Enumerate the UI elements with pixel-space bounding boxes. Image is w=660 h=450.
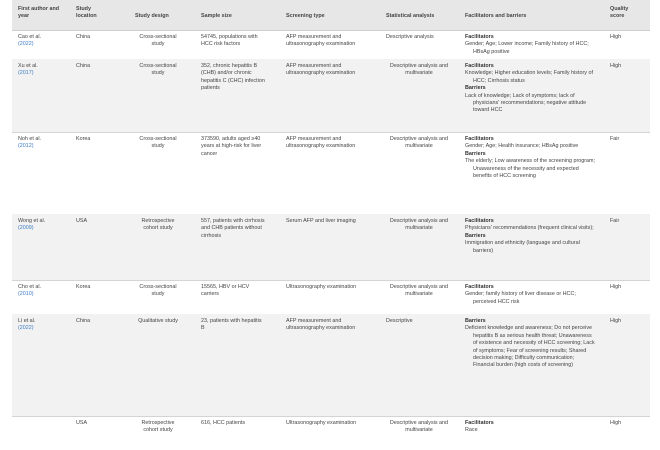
author-cell: [18, 318, 58, 333]
factors-cell: [465, 136, 597, 180]
table-row: [12, 314, 650, 417]
location-cell: USA: [76, 218, 88, 224]
author-cell: [18, 218, 58, 233]
barriers-label: Barriers: [465, 150, 486, 157]
table-row: [12, 280, 650, 315]
author-cell: [18, 34, 58, 49]
author-name: Noh et al.: [18, 136, 42, 142]
facilitators-text: Gender; Age; Health insurance; HBsAg positive: [465, 143, 579, 150]
table-row: [12, 132, 650, 215]
author-cell: [18, 63, 58, 78]
screening-cell: Ultrasonography examination: [286, 420, 357, 426]
sample-cell: 54745, populations with HCC risk factors: [201, 34, 258, 48]
quality-cell: Fair: [610, 218, 620, 224]
stats-cell: Descriptive analysis and multivariate: [389, 218, 449, 232]
barriers-text: Deficient knowledge and awareness; Do not perceive hepatitis B as serious health threat; Unawareness of existence and necessity of HCC screening; Lack of symptoms; Fear of screening results; Shared decision making; Difficulty communication; Financial burden (high costs of screening): [465, 325, 595, 369]
quality-cell: High: [610, 34, 622, 40]
barriers-label: Barriers: [465, 318, 486, 324]
facilitators-text: Gender; Age; Lower income; Family history of HCC; HBsAg positive: [465, 41, 589, 55]
author-name: Xu et al.: [18, 63, 38, 69]
facilitators-label: Facilitators: [465, 63, 494, 69]
screening-cell: AFP measurement and ultrasonography examination: [286, 318, 356, 332]
barriers-label: Barriers: [465, 232, 486, 239]
facilitators-label: Facilitators: [465, 218, 494, 224]
quality-cell: High: [610, 63, 622, 69]
design-cell: Cross-sectional study: [139, 63, 177, 77]
table-row: [12, 416, 650, 450]
author-name: Li et al.: [18, 318, 36, 324]
design-cell: Cross-sectional study: [139, 136, 177, 150]
sample-cell: 15565, HBV or HCV carriers: [201, 284, 250, 298]
author-year: (2017): [18, 70, 34, 77]
stats-cell: Descriptive analysis and multivariate: [389, 63, 449, 77]
quality-cell: High: [610, 318, 622, 324]
design-cell: Qualitative study: [138, 318, 178, 324]
design-cell: Cross-sectional study: [139, 34, 177, 48]
stats-cell: Descriptive analysis and multivariate: [389, 136, 449, 150]
location-cell: Korea: [76, 136, 91, 142]
author-name: Cho et al.: [18, 284, 42, 290]
header-author: First author and year: [18, 6, 60, 19]
facilitators-text: Gender; family history of liver disease or HCC; perceived HCC risk: [465, 291, 576, 305]
barriers-text: Lack of knowledge; Lack of symptoms; lack of physicians' recommendations; negative attitude toward HCC: [465, 92, 587, 114]
sample-cell: 23, patients with hepatitis B: [201, 318, 262, 332]
sample-cell: 352, chronic hepatitis B (CHB) and/or chronic hepatitis C (CHC) infection patients: [201, 63, 265, 92]
header-sample: Sample size: [201, 13, 232, 19]
barriers-text: The elderly; Low awareness of the screening program; Unawareness of the necessity and expected benefits of HCC screening: [465, 158, 596, 180]
location-cell: USA: [76, 420, 88, 426]
author-cell: [18, 136, 58, 151]
author-year: (2022): [18, 325, 34, 332]
facilitators-text: Physicians' recommendations (frequent clinical visits);: [465, 225, 594, 232]
header-location: Study location: [76, 6, 97, 19]
facilitators-label: Facilitators: [465, 284, 494, 290]
design-cell: Retrospective cohort study: [141, 420, 175, 434]
author-year: (2010): [18, 291, 34, 298]
facilitators-label: Facilitators: [465, 34, 494, 40]
factors-cell: [465, 420, 597, 435]
sample-cell: 557, patients with cirrhosis and CHB patients without cirrhosis: [201, 218, 265, 239]
design-cell: Retrospective cohort study: [141, 218, 175, 232]
quality-cell: High: [610, 420, 622, 426]
location-cell: China: [76, 34, 91, 40]
sample-cell: 616, HCC patients: [201, 420, 246, 426]
table-header: [12, 0, 650, 31]
quality-cell: Fair: [610, 136, 620, 142]
header-screening: Screening type: [286, 13, 325, 19]
sample-cell: 373590, adults aged ≥40 years at high-risk for liver cancer: [201, 136, 262, 157]
location-cell: Korea: [76, 284, 91, 290]
author-name: Cao et al.: [18, 34, 42, 40]
barriers-label: Barriers: [465, 85, 486, 92]
screening-cell: AFP measurement and ultrasonography examination: [286, 34, 356, 48]
table-row: [12, 59, 650, 133]
author-name: Wong et al.: [18, 218, 46, 224]
stats-cell: Descriptive: [386, 318, 413, 324]
table-row: [12, 214, 650, 281]
author-year: (2022): [18, 41, 34, 48]
location-cell: China: [76, 318, 91, 324]
factors-cell: [465, 284, 597, 306]
screening-cell: Ultrasonography examination: [286, 284, 357, 290]
facilitators-label: Facilitators: [465, 420, 494, 426]
author-year: (2009): [18, 225, 34, 232]
author-year: (2012): [18, 143, 34, 150]
table-row: [12, 30, 650, 60]
author-cell: [18, 284, 58, 299]
factors-cell: [465, 318, 597, 370]
factors-cell: [465, 34, 597, 56]
stats-cell: Descriptive analysis: [386, 34, 434, 40]
header-design: Study design: [135, 13, 169, 19]
header-stats: Statistical analysis: [386, 13, 435, 19]
factors-cell: [465, 218, 597, 255]
facilitators-text: Knowledge; Higher education levels; Family history of HCC; Cirrhosis status: [465, 70, 593, 84]
header-factors: Facilitators and barriers: [465, 13, 527, 19]
location-cell: China: [76, 63, 91, 69]
screening-cell: Serum AFP and liver imaging: [286, 218, 356, 224]
facilitators-label: Facilitators: [465, 136, 494, 142]
stats-cell: Descriptive analysis and multivariate: [389, 420, 449, 434]
factors-cell: [465, 63, 597, 115]
screening-cell: AFP measurement and ultrasonography examination: [286, 136, 356, 150]
screening-cell: AFP measurement and ultrasonography examination: [286, 63, 356, 77]
stats-cell: Descriptive analysis and multivariate: [389, 284, 449, 298]
header-quality: Quality score: [610, 6, 629, 19]
barriers-text: Immigration and ethnicity (language and cultural barriers): [465, 240, 580, 254]
quality-cell: High: [610, 284, 622, 290]
facilitators-text: Race: [465, 427, 478, 434]
design-cell: Cross-sectional study: [139, 284, 177, 298]
